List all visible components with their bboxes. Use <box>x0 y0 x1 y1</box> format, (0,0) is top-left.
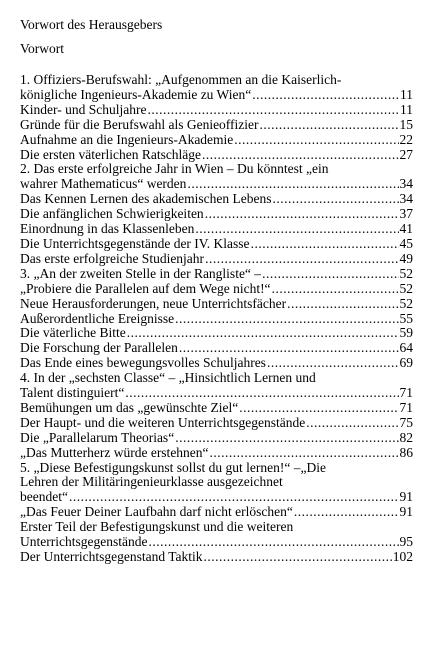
toc-page-number: 75 <box>399 414 413 430</box>
toc-page-number: 37 <box>399 206 413 222</box>
toc-leader-dots <box>272 282 399 297</box>
toc-page-number: 71 <box>399 399 413 415</box>
toc-entry-title: Gründe für die Berufswahl als Genieoffizier <box>20 116 259 132</box>
toc-entry <box>20 326 413 341</box>
toc-leader-dots <box>239 401 398 416</box>
toc-leader-dots <box>260 118 399 133</box>
toc-page-number: 59 <box>399 325 413 341</box>
toc-leader-dots <box>234 133 398 148</box>
toc-entry-title: Die anfänglichen Schwierigkeiten <box>20 206 204 222</box>
toc-entry <box>20 341 413 356</box>
toc-page-number: 22 <box>399 131 413 147</box>
toc-entry-title: Neue Herausforderungen, neue Unterrichtsfächer <box>20 295 287 311</box>
toc-entry-row <box>20 148 413 163</box>
toc-entry <box>20 282 413 297</box>
toc-entry-title: Talent distinguiert“ <box>20 385 125 401</box>
toc-leader-dots <box>125 386 398 401</box>
toc-entry-row <box>20 535 413 550</box>
toc-leader-dots <box>262 267 398 282</box>
toc-entry <box>20 103 413 118</box>
toc-entry-title-line: 1. Offiziers-Berufswahl: „Aufgenommen an die Kaiserlich- <box>20 72 342 87</box>
toc-entry-title: königliche Ingenieurs-Akademie zu Wien“ <box>20 86 252 102</box>
toc-entry-title: Der Unterrichtsgegenstand Taktik <box>20 549 203 564</box>
toc-entry <box>20 550 413 565</box>
toc-entry-row <box>20 416 413 431</box>
toc-entry-row <box>20 312 413 327</box>
toc-entry <box>20 162 413 192</box>
toc-entry-row <box>20 341 413 356</box>
toc-entry-title: 3. „An der zweiten Stelle in der Rangliste“ – <box>20 265 262 281</box>
toc-leader-dots <box>205 207 399 222</box>
toc-entry-row <box>20 401 413 416</box>
toc-entry-title: beendet“ <box>20 489 68 505</box>
toc-entry <box>20 207 413 222</box>
toc-entry-row <box>20 490 413 505</box>
toc-entry-title: „Das Feuer Deiner Laufbahn darf nicht erlöschen“ <box>20 504 293 520</box>
toc-entry <box>20 237 413 252</box>
toc-entry-title: Die väterliche Bitte <box>20 325 126 341</box>
toc-entry-row <box>20 356 413 371</box>
toc-leader-dots <box>251 237 399 252</box>
toc-leader-dots <box>210 446 399 461</box>
toc-leader-dots <box>273 192 399 207</box>
toc-entry-title: Das erste erfolgreiche Studienjahr <box>20 250 205 266</box>
toc-leader-dots <box>267 356 399 371</box>
toc-leader-dots <box>195 222 398 237</box>
toc-leader-dots <box>187 177 398 192</box>
toc-page-number: 27 <box>399 146 413 162</box>
toc-entry-row <box>20 222 413 237</box>
preface-heading: Vorwort <box>20 41 65 56</box>
toc-page-number: 34 <box>399 191 413 207</box>
toc-entry-row <box>20 192 413 207</box>
toc-entry <box>20 148 413 163</box>
toc-entry-title: Die Forschung der Parallelen <box>20 340 178 356</box>
toc-leader-dots <box>205 252 398 267</box>
table-of-contents <box>20 73 413 565</box>
toc-entry-row <box>20 103 413 118</box>
toc-leader-dots <box>287 297 398 312</box>
toc-entry-title-line: Lehren der Militäringenieurklasse ausgezeichnet <box>20 474 283 490</box>
toc-entry-row <box>20 386 413 401</box>
toc-entry <box>20 73 413 103</box>
toc-entry-title: wahrer Mathematicus“ werden <box>20 176 187 192</box>
toc-leader-dots <box>148 535 398 550</box>
toc-entry <box>20 446 413 461</box>
editor-preface-heading: Vorwort des Herausgebers <box>20 17 163 32</box>
toc-entry-title: Einordnung in das Klassenleben <box>20 221 195 237</box>
toc-page-number: 15 <box>399 116 413 132</box>
toc-page-number: 69 <box>399 355 413 371</box>
toc-entry-row <box>20 237 413 252</box>
toc-page-number: 95 <box>399 534 413 550</box>
toc-entry-title: Kinder- und Schuljahre <box>20 101 147 117</box>
toc-entry <box>20 356 413 371</box>
toc-entry <box>20 297 413 312</box>
toc-leader-dots <box>179 341 399 356</box>
toc-entry <box>20 312 413 327</box>
toc-page-number: 41 <box>399 221 413 237</box>
toc-entry-title: Unterrichtsgegenstände <box>20 534 148 550</box>
toc-entry <box>20 222 413 237</box>
toc-entry-title-line: 4. In der „sechsten Classe“ – „Hinsichtlich Lernen und <box>20 370 316 386</box>
toc-leader-dots <box>147 103 399 118</box>
toc-entry-row <box>20 446 413 461</box>
toc-entry-title: Außerordentliche Ereignisse <box>20 310 175 326</box>
toc-entry-title: Aufnahme an die Ingenieurs-Akademie <box>20 131 234 147</box>
toc-entry <box>20 431 413 446</box>
toc-page-number: 102 <box>392 549 413 564</box>
toc-entry-row <box>20 252 413 267</box>
toc-entry-row <box>20 177 413 192</box>
toc-entry-title: Das Ende eines bewegungsvolles Schuljahres <box>20 355 266 371</box>
toc-page-number: 55 <box>399 310 413 326</box>
toc-entry-row <box>20 118 413 133</box>
toc-entry-row <box>20 88 413 103</box>
toc-entry-row <box>20 282 413 297</box>
toc-page-number: 49 <box>399 250 413 266</box>
toc-entry-title: „Das Mutterherz würde erstehnen“ <box>20 444 209 460</box>
toc-leader-dots <box>204 550 392 565</box>
toc-entry-row <box>20 297 413 312</box>
toc-page-number: 52 <box>399 295 413 311</box>
toc-entry <box>20 371 413 401</box>
toc-entry-title: „Probiere die Parallelen auf dem Wege nicht!“ <box>20 280 271 296</box>
toc-entry-row <box>20 431 413 446</box>
toc-entry <box>20 520 413 550</box>
toc-leader-dots <box>294 505 399 520</box>
toc-entry-row <box>20 267 413 282</box>
toc-leader-dots <box>175 312 398 327</box>
toc-page-number: 91 <box>399 504 413 520</box>
toc-entry-title-line: 2. Das erste erfolgreiche Jahr in Wien – Du könntest „ein <box>20 161 329 177</box>
toc-entry-title: Die Unterrichtsgegenstände der IV. Klasse <box>20 235 250 251</box>
toc-entry <box>20 505 413 520</box>
toc-entry <box>20 252 413 267</box>
toc-entry-row <box>20 326 413 341</box>
toc-entry-row <box>20 207 413 222</box>
toc-leader-dots <box>306 416 398 431</box>
toc-leader-dots <box>202 148 398 163</box>
toc-entry <box>20 401 413 416</box>
toc-page-number: 86 <box>399 444 413 460</box>
toc-leader-dots <box>69 490 399 505</box>
toc-entry <box>20 267 413 282</box>
toc-entry-row <box>20 505 413 520</box>
toc-entry-title-line: 5. „Diese Befestigungskunst sollst du gut lernen!“ –„Die <box>20 459 326 475</box>
toc-page-number: 64 <box>399 340 413 356</box>
toc-page-number: 82 <box>399 429 413 445</box>
toc-entry-row <box>20 550 413 565</box>
toc-page-number: 34 <box>399 176 413 192</box>
toc-page-number: 91 <box>399 489 413 505</box>
toc-page-number: 45 <box>399 235 413 251</box>
toc-entry <box>20 461 413 506</box>
toc-page-number: 52 <box>399 265 413 281</box>
toc-entry <box>20 133 413 148</box>
toc-entry <box>20 192 413 207</box>
toc-leader-dots <box>127 326 399 341</box>
toc-entry-title: Die ersten väterlichen Ratschläge <box>20 146 202 162</box>
toc-entry <box>20 118 413 133</box>
toc-entry-title: Die „Parallelarum Theorias“ <box>20 429 175 445</box>
toc-entry-title: Der Haupt- und die weiteren Unterrichtsgegenstände <box>20 414 306 430</box>
toc-leader-dots <box>252 88 399 103</box>
toc-page-number: 11 <box>400 101 413 117</box>
toc-entry <box>20 416 413 431</box>
toc-page-number: 11 <box>400 86 413 102</box>
toc-entry-title: Das Kennen Lernen des akademischen Lebens <box>20 191 272 207</box>
toc-page-number: 71 <box>399 385 413 401</box>
toc-entry-row <box>20 133 413 148</box>
toc-entry-title: Bemühungen um das „gewünschte Ziel“ <box>20 399 239 415</box>
toc-page-number: 52 <box>399 280 413 296</box>
toc-leader-dots <box>175 431 398 446</box>
toc-entry-title-line: Erster Teil der Befestigungskunst und die weiteren <box>20 519 294 535</box>
